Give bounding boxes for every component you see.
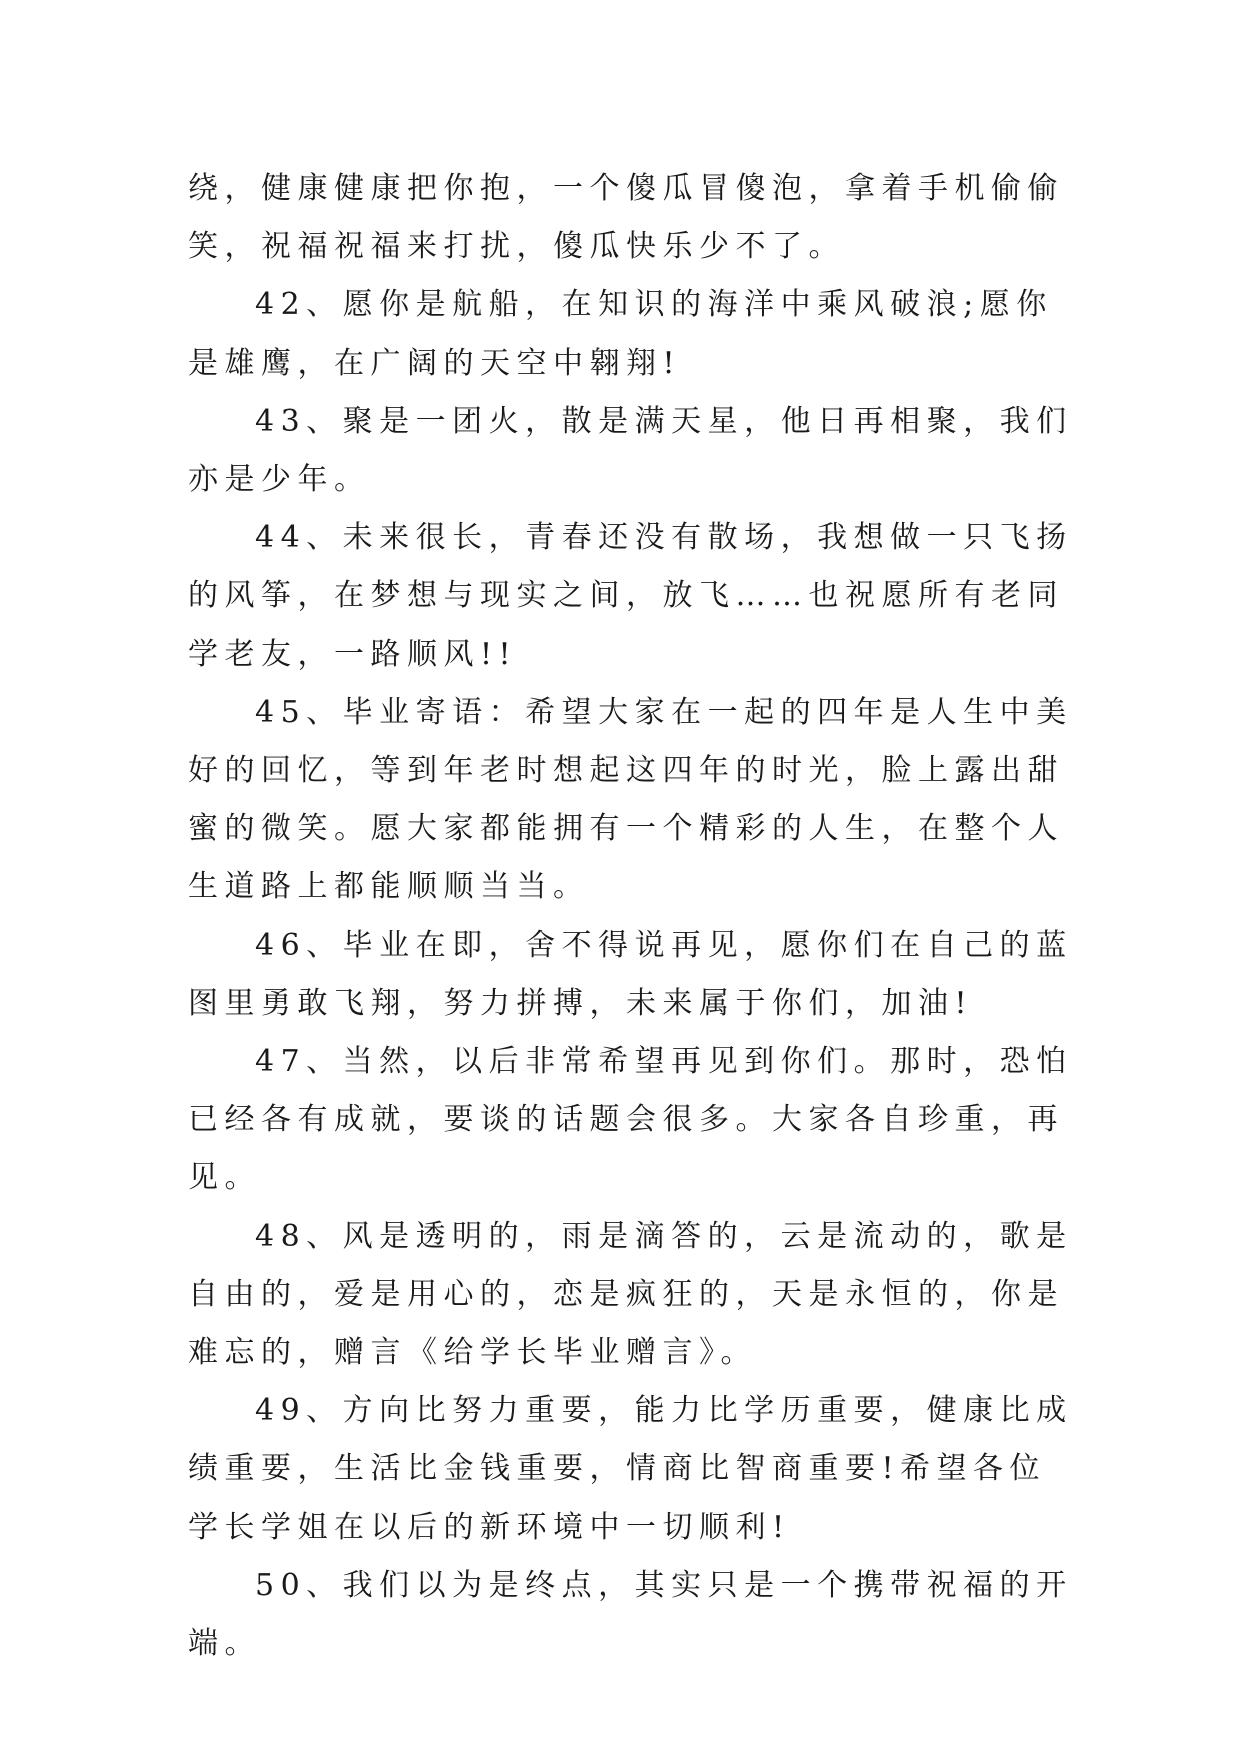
paragraph-item-46: 46、毕业在即，舍不得说再见，愿你们在自己的蓝图里勇敢飞翔，努力拼搏，未来属于你们，加油!: [188, 927, 1073, 1021]
document-body: [188, 160, 1078, 1673]
paragraph-item-47: 47、当然，以后非常希望再见到你们。那时，恐怕已经各有成就，要谈的话题会很多。大家各自珍重，再见。: [188, 1044, 1073, 1196]
paragraph-item-42: 42、愿你是航船，在知识的海洋中乘风破浪;愿你是雄鹰，在广阔的天空中翱翔!: [188, 287, 1053, 381]
paragraph-continuation: 绕，健康健康把你抱，一个傻瓜冒傻泡，拿着手机偷偷笑，祝福祝福来打扰，傻瓜快乐少不了。: [188, 171, 1064, 265]
paragraph-item-44: 44、未来很长，青春还没有散场，我想做一只飞扬的风筝，在梦想与现实之间，放飞……也祝愿所有老同学老友，一路顺风!!: [188, 520, 1073, 672]
paragraph-item-48: 48、风是透明的，雨是滴答的，云是流动的，歌是自由的，爱是用心的，恋是疯狂的，天是永恒的，你是难忘的，赠言《给学长毕业赠言》。: [188, 1218, 1073, 1371]
paragraph-item-43: 43、聚是一团火，散是满天星，他日再相聚，我们亦是少年。: [188, 403, 1073, 498]
paragraph-item-45: 45、毕业寄语：希望大家在一起的四年是人生中美好的回忆，等到年老时想起这四年的时光，脸上露出甜蜜的微笑。愿大家都能拥有一个精彩的人生，在整个人生道路上都能顺顺当当。: [188, 694, 1073, 905]
paragraph-item-49: 49、方向比努力重要，能力比学历重要，健康比成绩重要，生活比金钱重要，情商比智商重要!希望各位学长学姐在以后的新环境中一切顺利!: [188, 1393, 1073, 1545]
paragraph-item-50: 50、我们以为是终点，其实只是一个携带祝福的开端。: [188, 1567, 1073, 1662]
